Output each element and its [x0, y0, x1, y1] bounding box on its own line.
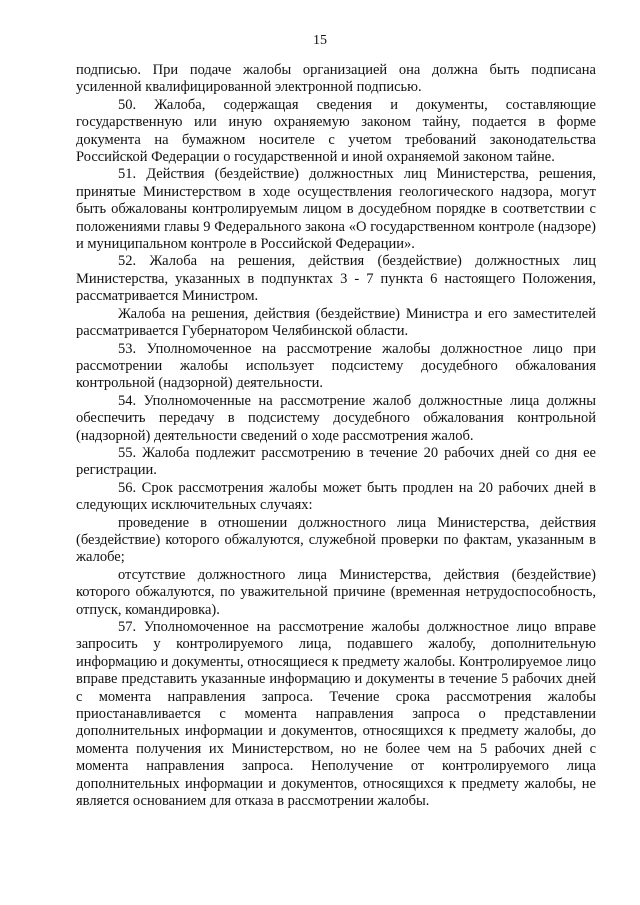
- paragraph-51: 51. Действия (бездействие) должностных лиц Министерства, решения, принятые Министерством в ходе осуществления геологического надзора, могут быть обжалованы контролируемым лицом в досудебном порядке в соответствии с положениями главы 9 Федерального закона «О государственном контроле (надзоре) и муниципальном контроле в Российской Федерации».: [76, 166, 596, 253]
- paragraph-54: 54. Уполномоченные на рассмотрение жалоб должностные лица должны обеспечить передачу в подсистему досудебного обжалования контрольной (надзорной) деятельности сведений о ходе рассмотрения жалоб.: [76, 392, 596, 444]
- paragraph-continuation: подписью. При подаче жалобы организацией она должна быть подписана усиленной квалифицированной электронной подписью.: [76, 62, 596, 96]
- document-body: [76, 62, 596, 810]
- page-number: 15: [313, 33, 327, 48]
- paragraph-53: 53. Уполномоченное на рассмотрение жалобы должностное лицо при рассмотрении жалобы использует подсистему досудебного обжалования контрольной (надзорной) деятельности.: [76, 340, 596, 392]
- paragraph-57: 57. Уполномоченное на рассмотрение жалобы должностное лицо вправе запросить у контролируемого лица, подавшего жалобу, дополнительную информацию и документы, относящиеся к предмету жалобы. Контролируемое лицо вправе представить указанные информацию и документы в течение 5 рабочих дней с момента направления запроса. Течение срока рассмотрения жалобы приостанавливается с момента направления запроса о представлении дополнительных информации и документов, относящихся к предмету жалобы, до момента получения их Министерством, но не более чем на 5 рабочих дней с момента направления запроса. Неполучение от контролируемого лица дополнительных информации и документов, относящихся к предмету жалобы, не является основанием для отказа в рассмотрении жалобы.: [76, 619, 596, 810]
- paragraph-50: 50. Жалоба, содержащая сведения и документы, составляющие государственную или иную охраняемую законом тайну, подается в форме документа на бумажном носителе с учетом требований законодательства Российской Федерации о государственной и иной охраняемой законом тайне.: [76, 96, 596, 166]
- paragraph-55: 55. Жалоба подлежит рассмотрению в течение 20 рабочих дней со дня ее регистрации.: [76, 444, 596, 479]
- paragraph-56-case-1: проведение в отношении должностного лица Министерства, действия (бездействие) которого обжалуются, служебной проверки по фактам, указанным в жалобе;: [76, 514, 596, 566]
- paragraph-56: 56. Срок рассмотрения жалобы может быть продлен на 20 рабочих дней в следующих исключительных случаях:: [76, 479, 596, 514]
- paragraph-52-minister: Жалоба на решения, действия (бездействие) Министра и его заместителей рассматривается Губернатором Челябинской области.: [76, 305, 596, 340]
- paragraph-52: 52. Жалоба на решения, действия (бездействие) должностных лиц Министерства, указанных в подпунктах 3 - 7 пункта 6 настоящего Положения, рассматривается Министром.: [76, 253, 596, 305]
- paragraph-56-case-2: отсутствие должностного лица Министерства, действия (бездействие) которого обжалуются, по уважительной причине (временная нетрудоспособность, отпуск, командировка).: [76, 566, 596, 618]
